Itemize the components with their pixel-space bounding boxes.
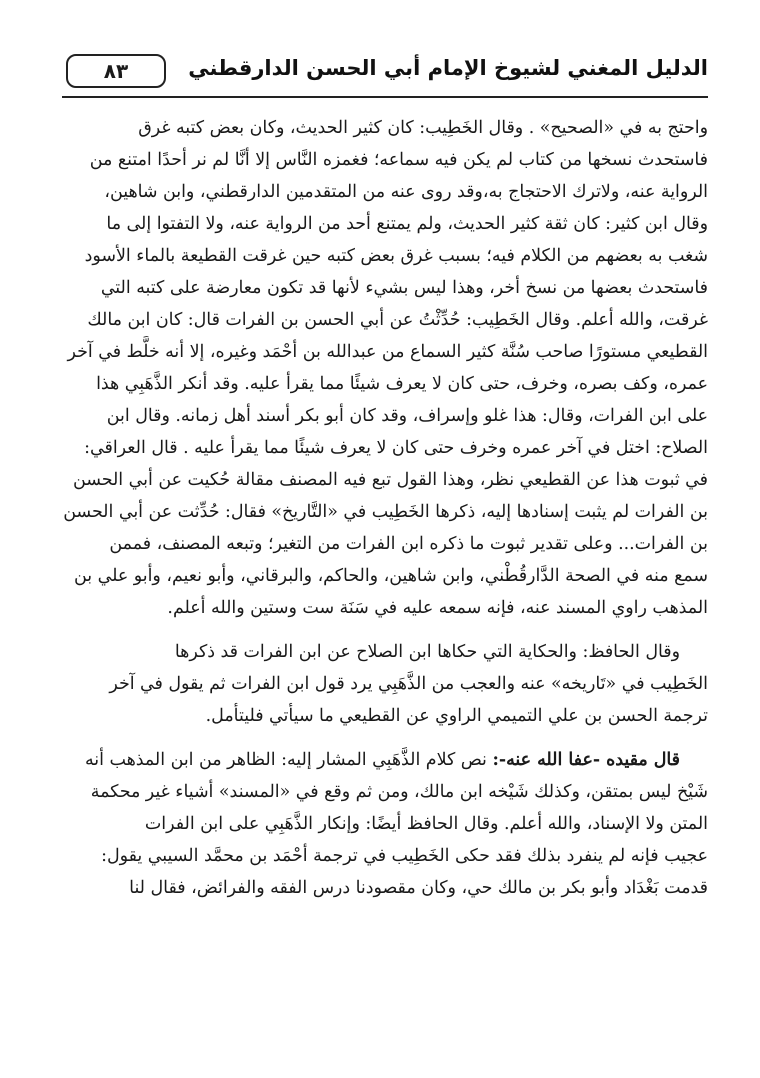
text-line: عمره، وكف بصره، وخرف، حتى كان لا يعرف شيئًا مما يقرأ عليه. وقد أنكر الذَّهَبِي هذا: [96, 374, 708, 394]
text-line: [62, 744, 708, 776]
text-line: عجيب فإنه لم ينفرد بذلك فقد حكى الخَطِيب في ترجمة أحْمَد بن محمَّد السيبي يقول:: [101, 846, 708, 866]
text-line: قدمت بَغْدَاد وأبو بكر بن مالك حي، وكان مقصودنا درس الفقه والفرائض، فقال لنا: [129, 878, 708, 898]
text-line: على ابن الفرات، وقال: هذا غلو وإسراف، وقد كان أبو بكر أسند أهل زمانه. وقال ابن: [106, 406, 708, 426]
text-line: بن الفرات... وعلى تقدير ثبوت ما ذكره ابن الفرات من التغير؛ وتبعه المصنف، فممن: [109, 534, 708, 554]
text-line: وقال الحافظ: والحكاية التي حكاها ابن الصلاح عن ابن الفرات قد ذكرها: [174, 642, 680, 662]
text-line: في ثبوت هذا عن القطيعي نظر، وهذا القول تبع فيه المصنف مقالة حُكيت عن أبي الحسن: [73, 470, 708, 490]
paragraph-1: [62, 112, 708, 624]
page-body: [62, 112, 708, 904]
text-line: غرقت، والله أعلم. وقال الخَطِيب: حُدِّثْتُ عن أبي الحسن بن الفرات قال: كان ابن مالك: [87, 310, 708, 330]
running-header: [62, 48, 708, 98]
text-line: الصلاح: اختل في آخر عمره وخرف حتى كان لا يعرف شيئًا مما يقرأ عليه . قال العراقي:: [84, 438, 708, 458]
page-number: ٨٣: [66, 54, 166, 88]
text-fragment: نص كلام الذَّهَبِي المشار إليه: الظاهر من ابن المذهب أنه: [84, 750, 493, 770]
text-line: المذهب راوي المسند عنه، فإنه سمعه عليه في سَنَة ست وستين والله أعلم.: [167, 598, 708, 618]
paragraph-2: [62, 636, 708, 732]
text-line: فاستحدث نسخها من كتاب لم يكن فيه سماعه؛ فغمزه النَّاس إلا أنَّا لم نر أحدًا امتنع من: [89, 150, 708, 170]
text-line: سمع منه في الصحة الدَّارقُطْني، وابن شاهين، والحاكم، والبرقاني، وأبو نعيم، وأبو علي بن: [73, 566, 708, 586]
text-line: القطيعي مستورًا صاحب سُنَّة كثير السماع من عبدالله بن أحْمَد وغيره، إلا أنه خلَّط في آخر: [67, 342, 708, 362]
paragraph-3: [62, 744, 708, 904]
text-line: بن الفرات لم يثبت إسنادها إليه، ذكرها الخَطِيب في «التَّاريخ» فقال: حُدِّثت عن أبي الحسن: [63, 502, 708, 522]
text-line: واحتج به في «الصحيح» . وقال الخَطِيب: كان كثير الحديث، وكان بعض كتبه غرق: [138, 118, 708, 138]
text-line: فاستحدث بعضها من نسخ أخر، وهذا ليس بشيء لأنها قد تكون معارضة على كتبه التي: [100, 278, 708, 298]
text-line: شَيْخ ليس بمتقن، وكذلك شَيْخه ابن مالك، ومن ثم وقع في «المسند» أشياء غير محكمة: [90, 782, 708, 802]
book-title: الدليل المغني لشيوخ الإمام أبي الحسن الدارقطني: [188, 56, 708, 80]
text-line: وقال ابن كثير: كان ثقة كثير الحديث، ولم يمتنع أحد من الرواية عنه، ولا التفتوا إلى ما: [106, 214, 708, 234]
text-line: المتن ولا الإسناد، والله أعلم. وقال الحافظ أيضًا: وإنكار الذَّهَبِي على ابن الفرات: [144, 814, 708, 834]
text-line: الرواية عنه، ولاترك الاحتجاج به،وقد روى عنه من المتقدمين الدارقطني، وابن شاهين،: [104, 182, 708, 202]
paragraph-lead: قال مقيده -عفا الله عنه-:: [492, 750, 680, 770]
text-line: شغب به بعضهم من الكلام فيه؛ بسبب غرق بعض كتبه حين غرقت القطيعة بالماء الأسود: [84, 246, 708, 266]
text-line: ترجمة الحسن بن علي التميمي الراوي عن القطيعي ما سيأتي فليتأمل.: [205, 706, 708, 726]
text-line: الخَطِيب في «تَاريخه» عنه والعجب من الذَّهَبِي يرد قول ابن الفرات ثم يقول في آخر: [109, 674, 708, 694]
